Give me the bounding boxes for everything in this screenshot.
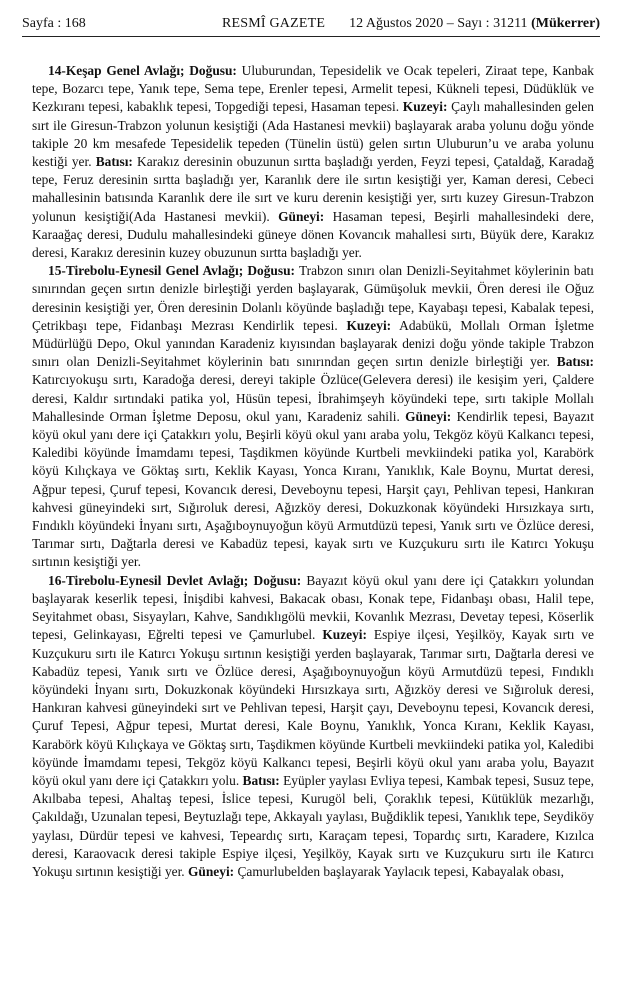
section-heading-text: Güneyi: xyxy=(278,208,325,224)
section-heading-text: Kuzeyi: xyxy=(346,317,392,333)
section-body-text: Espiye ilçesi, Yeşilköy, Kayak sırtı ve Kuzçukuru sırtı ile Katırcı Yokuşu sırtının kesiştiği yerden başlayarak, Tarımar sırtı, Dağtarla deresi ve Kabadüz tepesi, Yanık sırtı ve Özlüce deresi, Aşağıboynuyoğun köyü Armutdüzü tepesi, Fındıklı köyündeki İnyanı sırtı, Dokuzkonak köyündeki Hırsızkaya sırtı, Ağızköy deresi ve Sığıroluk deresi, Hankıran kahvesi güneyindeki sırt ve Pehlivan tepesi, Harşit çayı, Deveboynu tepesi, Kovancık deresi, Çuruf Tepesi, Ağpur tepesi, Murtat deresi, Kale Boynu, Yanıklık, Yonca Kıranı, Keklik Kayası, Karabörk köyü Kılıçkaya ve Göktaş sırtı, Taşdikmen köyünde Kurtbeli mevkiindeki patika yol, Kaledibi köyünde İmamdamı tepesi, Tekgöz köyü Kalkancı tepesi, Beşirli köyü okul yanı araba yolu, Bayazıt köyü okul yanı dere içi Çatakkırı yolu. xyxy=(32,627,594,788)
section-heading-text: Batısı: xyxy=(556,354,594,370)
issue-date: 12 Ağustos 2020 – Sayı : 31211 xyxy=(349,16,528,31)
section-body-text: Katırcıyokuşu sırtı, Karadoğa deresi, dereyi takiple Özlüce(Gelevera deresi) ile kesişim yeri, Çaldere deresi, Kaldır sırtındaki patika yol, Hüsün tepesi, İbrahimşeyh köyündeki tepe, sırtı takiple Mollalı Mahallesinde Orman İşletme Deposu, okul yanı, Karadeniz sahili. xyxy=(32,372,594,424)
section-heading-text: Güneyi: xyxy=(405,408,452,424)
section-heading-text: Kuzeyi: xyxy=(322,627,367,643)
issue-info xyxy=(349,16,600,32)
section-heading-text: Batısı: xyxy=(95,154,133,170)
section-body-text: Eyüpler yaylası Evliya tepesi, Kambak tepesi, Susuz tepe, Akılbaba tepesi, Ahaltaş tepesi, İslice tepesi, Kurugöl beli, Çoraklık tepesi, Kütüklük mezarlığı, Çakıldağı, Uzunalan tepesi, Beytuzlağı tepe, Akkayalı yaylası, Buğdiklik tepesi, Yanıklık tepe, Seydiköy yaylası, Dürdür tepesi ve kahvesi, Tepeardıç sırtı, Karaçam tepesi, Topardıç sırtı, Karadere, Kızılca deresi, Karaovacık deresi takiple Espiye ilçesi, Yeşilköy, Kayak sırtı ve Kuzçukuru sırtı ile Katırcı Yokuşu sırtının kesiştiği yer. xyxy=(32,772,594,879)
section-16-paragraph xyxy=(32,572,594,881)
section-body-text: Hasaman tepesi, Beşirli mahallesindeki dere, Karaağaç deresi, Dudulu mahallesindeki güneye dönen Kovancık mahallesi sırtı, Büyük dere, Karakız deresi, Karakız deresinin kuzey obuzunun sırtta başladığı yer. xyxy=(32,208,594,261)
page-number: Sayfa : 168 xyxy=(22,16,86,31)
section-heading-text: 15-Tirebolu-Eynesil Genel Avlağı; Doğusu: xyxy=(48,263,295,279)
section-14-paragraph xyxy=(32,62,594,262)
section-heading-text: Batısı: xyxy=(242,772,280,788)
section-body-text: Adabükü, Mollalı Orman İşletme Müdürlüğü Depo, Okul yanından Karadeniz kıyısından başlayarak denizi doğu yönde takiple Trabzon sınırı olan Denizli-Seyitahmet köylerinin batı sınırından geçen sırtın denizle birleştiği yer. xyxy=(32,317,594,370)
issue-extra: (Mükerrer) xyxy=(531,16,600,31)
section-body-text: Trabzon sınırı olan Denizli-Seyitahmet köylerinin batı sınırından geçen sırtın denizle birleştiği yerden başlayarak, Gümüşoluk mevkii, Ören deresi ile Oğuz deresinin kesiştiği yer, Ören deresinin Dolanlı köyünde başladığı tepe, Kayabaşı tepesi, Kabalak tepesi, Çetrikbaşı tepe, Fidanbaşı Mezrası Kendirlik tepesi. xyxy=(32,263,594,333)
section-heading-text: 14-Keşap Genel Avlağı; Doğusu: xyxy=(48,63,237,78)
section-heading-text: Güneyi: xyxy=(188,863,235,879)
section-body-text: Karakız deresinin obuzunun sırtta başladığı yerden, Feyzi tepesi, Çataldağ, Karadağ tepe, Feruz deresinin sırtta başladığı yer, Karanlık dere ile sırtın kesiştiği yer, Kaman deresi, Cebeci mahallesinin batısında Karanlık dere ile sırt ve kuru derenin kesiştiği yer, sırtı kuzey Giresun-Trabzon yolunun kesiştiği(Ada Hastanesi mevkii). xyxy=(32,154,594,224)
gazette-title: RESMÎ GAZETE xyxy=(222,16,326,31)
section-body-text: Uluburundan, Tepesidelik ve Ocak tepeleri, Ziraat tepe, Kanbak tepe, Bozarcı tepe, Yanık tepe, Sema tepe, Erenler tepesi, Armelit tepesi, Kükneli tepesi, Düdüklük ve Kezkıranı tepesi, kabaklık tepesi, Topgediği tepesi, Hasaman tepesi. xyxy=(32,63,594,115)
section-body-text: Çaylı mahallesinden gelen sırt ile Giresun-Trabzon yolunun kesiştiği (Ada Hastanesi mevkii) başlayarak araba yolunu doğu yönde takiple 20 km mesafede Tepesidelik tepeden (Tünelin üstü) gelen sırtın Uluburun’u ve araba yolunu kestiği yer. xyxy=(32,99,594,170)
section-body-text: Kendirlik tepesi, Bayazıt köyü okul yanı dere içi Çatakkırı yolu, Beşirli köyü okul yanı araba yolu, Tekgöz köyü Kalkancı tepesi, Kaledibi köyünde İmamdamı tepesi, Taşdikmen köyünde Kurtbeli mevkiindeki patika yol, Karabörk köyü Kılıçkaya ve Göktaş sırtı, Keklik Kayası, Yonca Kıranı, Yanıklık, Kale Boynu, Murtat deresi, Ağpur tepesi, Çuruf tepesi, Kovancık deresi, Deveboynu tepesi, Harşit çayı, Pehlivan tepesi, Hankıran kahvesi güneyindeki sırt, Sığıroluk deresi, Ağızköy deresi, Dokuzkonak köyündeki Hırsızkaya sırtı, Fındıklı köyündeki İnyanı sırtı, Aşağıboynuyoğun köyü Armutdüzü tepesi, Yanık sırtı ve Özlüce deresi, Tarımar sırtı, Dağtarla deresi ve Kabadüz tepesi, kayak sırtı ve Kuzçukuru sırtı ile Katırcı Yokuşu sırtının kesiştiği yer. xyxy=(32,408,594,570)
section-heading-text: Kuzeyi: xyxy=(402,99,448,115)
section-heading-text: 16-Tirebolu-Eynesil Devlet Avlağı; Doğusu: xyxy=(48,572,302,588)
page-header xyxy=(22,14,600,37)
section-15-paragraph xyxy=(32,262,594,571)
section-body-text: Çamurlubelden başlayarak Yaylacık tepesi, Kabayalak obası, xyxy=(234,863,564,879)
document-body xyxy=(32,62,594,881)
section-body-text: Bayazıt köyü okul yanı dere içi Çatakkırı yolundan başlayarak keserlik tepesi, İnişdibi kahvesi, Bakacak obası, Konak tepe, Fidanbaşı obası, Halil tepe, Seyitahmet obası, Sisyayları, Kahve, Sandıklıgölü mevkii, Kovanlık Mezrası, Devetay tepesi, Köserlik tepesi, Gelinkayası, Eğrelti tepesi ve Çamurlubel. xyxy=(32,572,594,643)
